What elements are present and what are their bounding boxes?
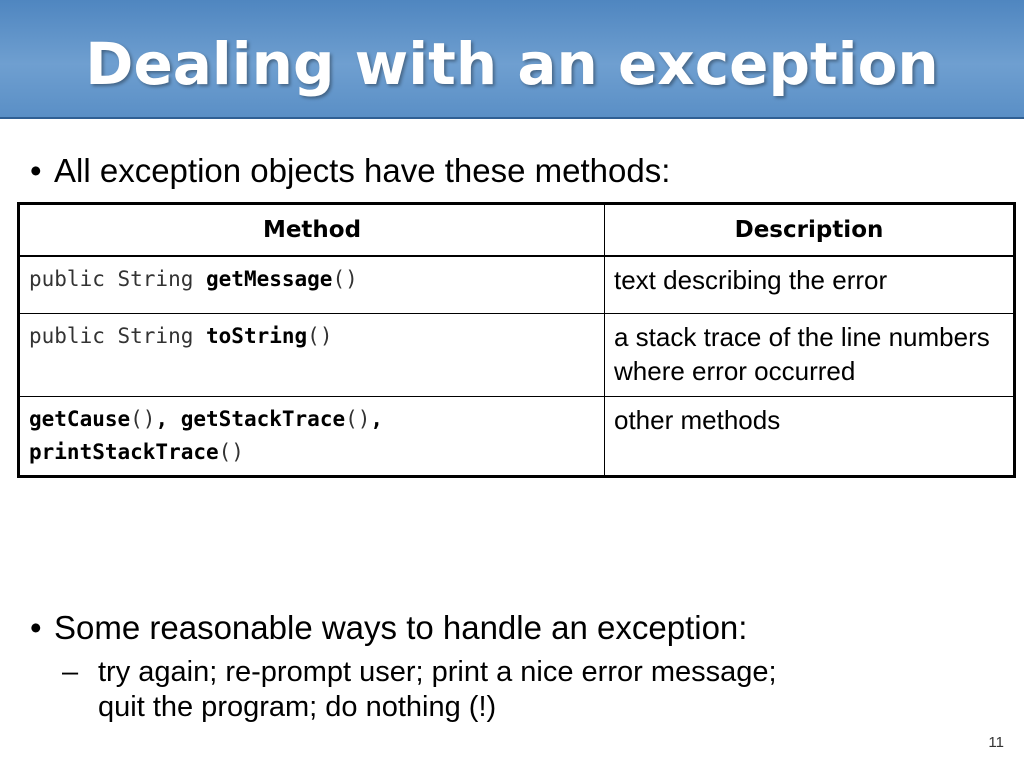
sub-bullet-text (98, 655, 918, 725)
method-name: getStackTrace (180, 407, 346, 431)
description-cell: text describing the error (605, 256, 1015, 314)
description-cell: other methods (605, 397, 1015, 477)
method-cell (19, 314, 605, 397)
method-separator: , (370, 407, 384, 431)
method-text: public String (29, 267, 207, 291)
bullet-dot: • (30, 609, 42, 646)
method-parens: () (332, 267, 358, 291)
table-row (19, 314, 1015, 397)
bullet-methods-intro (30, 152, 670, 190)
header-description: Description (605, 204, 1015, 257)
method-name: getMessage (206, 267, 333, 291)
table-header-row (19, 204, 1015, 257)
bullet-text: Some reasonable ways to handle an exception: (54, 609, 748, 646)
method-parens: () (307, 324, 333, 348)
table-row (19, 256, 1015, 314)
table-row (19, 397, 1015, 477)
method-parens: () (218, 440, 244, 464)
method-parens: () (130, 407, 156, 431)
method-cell (19, 256, 605, 314)
method-cell (19, 397, 605, 477)
bullet-text: All exception objects have these methods: (54, 152, 671, 189)
method-name: toString (206, 324, 308, 348)
page-number: 11 (988, 734, 1004, 751)
sub-bullet-line: try again; re-prompt user; print a nice error message; (98, 656, 777, 688)
sub-bullet-line: quit the program; do nothing (!) (98, 691, 497, 723)
method-name: getCause (29, 407, 131, 431)
sub-bullet-dash: – (62, 656, 79, 688)
method-separator: , (155, 407, 181, 431)
bullet-handling-intro (30, 609, 747, 647)
title-bar (0, 0, 1024, 119)
method-parens: () (345, 407, 371, 431)
method-name: printStackTrace (29, 440, 219, 464)
methods-table (17, 202, 1016, 478)
header-method: Method (19, 204, 605, 257)
slide-title: Dealing with an exception (85, 30, 939, 98)
method-text: public String (29, 324, 207, 348)
description-cell: a stack trace of the line numbers where error occurred (605, 314, 1015, 397)
bullet-dot: • (30, 152, 42, 189)
